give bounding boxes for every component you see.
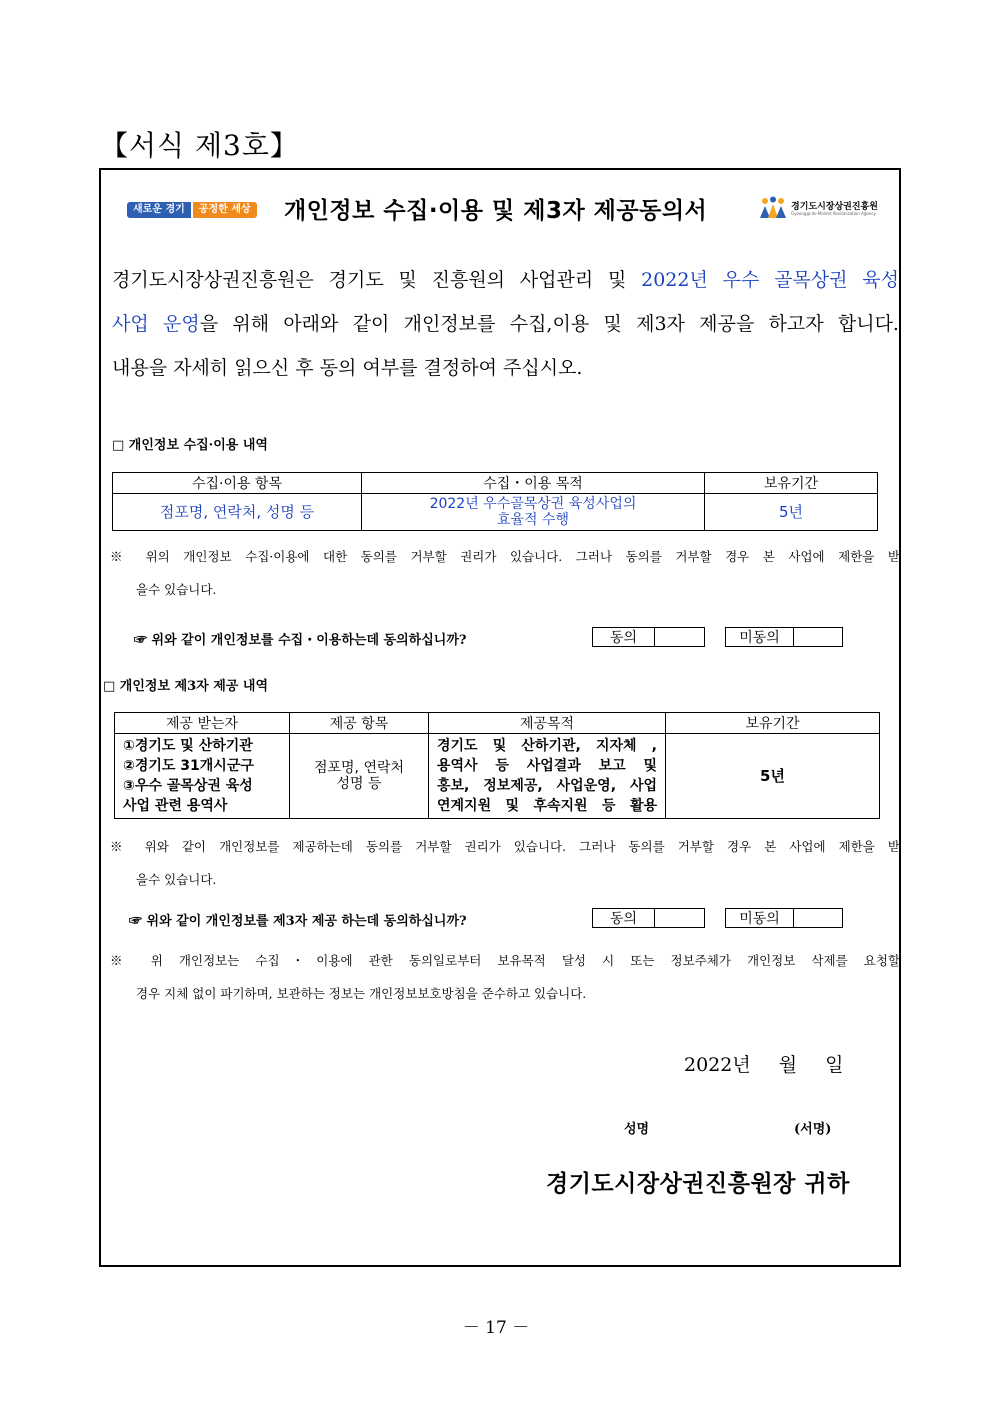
table-header: 수집・이용 목적 — [362, 473, 705, 494]
people-logo-icon — [758, 196, 788, 220]
signature-label: (서명) — [794, 1122, 832, 1137]
purpose-line: 홍보, 정보제공, 사업운영, 사업 — [437, 778, 657, 794]
page-number: － 17 － — [462, 1318, 530, 1338]
table-header: 보유기간 — [666, 713, 880, 734]
collection-purpose-line2: 효율적 수행 — [496, 512, 570, 528]
agree-label: 동의 — [593, 909, 655, 927]
agree-check-cell[interactable] — [655, 628, 704, 646]
provision-purpose-cell — [429, 734, 666, 819]
section2-heading: □ 개인정보 제3자 제공 내역 — [103, 679, 269, 694]
collection-purpose-line1: 2022년 우수골목상권 육성사업의 — [429, 496, 637, 512]
addressee: 경기도시장상권진흥원장 귀하 — [546, 1170, 850, 1197]
table-header: 보유기간 — [705, 473, 878, 494]
table-row — [115, 734, 880, 819]
table-header: 제공 항목 — [290, 713, 429, 734]
disagree-label: 미동의 — [726, 909, 794, 927]
disagree-label: 미동의 — [726, 628, 794, 646]
intro-line1: 경기도시장상권진흥원은 경기도 및 진흥원의 사업관리 및 — [112, 269, 642, 291]
collection-period: 5년 — [705, 494, 878, 531]
form-number: 【서식 제3호】 — [100, 129, 299, 162]
provision-period: 5년 — [666, 734, 880, 819]
slogan-left: 새로운 경기 — [127, 202, 191, 218]
third-party-table — [114, 712, 880, 819]
collection-agree-checkbox[interactable] — [592, 627, 705, 647]
provided-items-line2: 성명 등 — [336, 776, 382, 792]
collection-refusal-note — [110, 540, 900, 606]
collection-items: 점포명, 연락처, 성명 등 — [113, 494, 362, 531]
agree-label: 동의 — [593, 628, 655, 646]
provided-items-cell — [290, 734, 429, 819]
section1-heading: □ 개인정보 수집·이용 내역 — [112, 438, 268, 453]
table-header: 제공목적 — [429, 713, 666, 734]
provision-disagree-checkbox[interactable] — [725, 908, 843, 928]
disagree-check-cell[interactable] — [794, 909, 842, 927]
provision-agree-checkbox[interactable] — [592, 908, 705, 928]
table-header: 수집·이용 항목 — [113, 473, 362, 494]
note-line: ※ 위와 같이 개인정보를 제공하는데 동의를 거부할 권리가 있습니다. 그러나 동의를 거부할 경우 본 사업에 제한을 받 — [110, 839, 900, 854]
note-line: 경우 지체 없이 파기하며, 보관하는 정보는 개인정보보호방침을 준수하고 있습니다. — [136, 986, 587, 1001]
provision-consent-question: ☞ 위와 같이 개인정보를 제3자 제공 하는데 동의하십니까? — [129, 914, 467, 929]
collection-purpose — [362, 494, 705, 531]
recipient-item: ②경기도 31개시군구 — [123, 758, 254, 774]
collection-disagree-checkbox[interactable] — [725, 627, 843, 647]
recipient-item: 사업 관련 용역사 — [123, 798, 228, 814]
recipient-item: ①경기도 및 산하기관 — [123, 738, 253, 754]
purpose-line: 용역사 등 사업결과 보고 및 — [437, 758, 657, 774]
name-label: 성명 — [624, 1122, 650, 1137]
slogan-badge — [127, 202, 257, 218]
agency-logo — [758, 196, 888, 222]
recipients-cell — [115, 734, 290, 819]
purpose-line: 연계지원 및 후속지원 등 활용 — [437, 798, 657, 814]
logo-name: 경기도시장상권진흥원 — [791, 202, 878, 212]
table-header: 제공 받는자 — [115, 713, 290, 734]
intro-line2: 을 위해 아래와 같이 개인정보를 수집,이용 및 제3자 제공을 하고자 합니다. — [199, 313, 899, 335]
slogan-right: 공정한 세상 — [193, 202, 257, 218]
intro-highlight-1: 2022년 우수 골목상권 육성 — [641, 269, 899, 291]
note-line: ※ 위 개인정보는 수집・이용에 관한 동의일로부터 보유목적 달성 시 또는 정보주체가 개인정보 삭제를 요청할 — [110, 953, 900, 968]
intro-highlight-2: 사업 운영 — [112, 313, 200, 335]
document-title: 개인정보 수집·이용 및 제3자 제공동의서 — [284, 198, 708, 224]
collection-table — [112, 472, 878, 531]
agree-check-cell[interactable] — [655, 909, 704, 927]
note-line: 을수 있습니다. — [136, 872, 217, 887]
recipient-item: ③우수 골목상권 육성 — [123, 778, 253, 794]
intro-line3: 내용을 자세히 읽으신 후 동의 여부를 결정하여 주십시오. — [112, 357, 583, 379]
note-line: 을수 있습니다. — [136, 582, 217, 597]
provision-refusal-note — [110, 830, 900, 896]
note-line: ※ 위의 개인정보 수집·이용에 대한 동의를 거부할 권리가 있습니다. 그러나 동의를 거부할 경우 본 사업에 제한을 받 — [110, 549, 900, 564]
date-line: 2022년 월 일 — [684, 1054, 844, 1076]
purpose-line: 경기도 및 산하기관, 지자체 , — [437, 738, 657, 754]
collection-consent-question: ☞ 위와 같이 개인정보를 수집・이용하는데 동의하십니까? — [134, 633, 467, 648]
intro-paragraph — [112, 258, 899, 390]
disagree-check-cell[interactable] — [794, 628, 842, 646]
consent-form-frame — [99, 168, 901, 1267]
logo-subtitle: Gyeonggi-do Market Revitalization Agency — [791, 211, 876, 216]
retention-note — [110, 944, 900, 1010]
provided-items-line1: 점포명, 연락처 — [313, 760, 405, 776]
table-row — [113, 494, 878, 531]
